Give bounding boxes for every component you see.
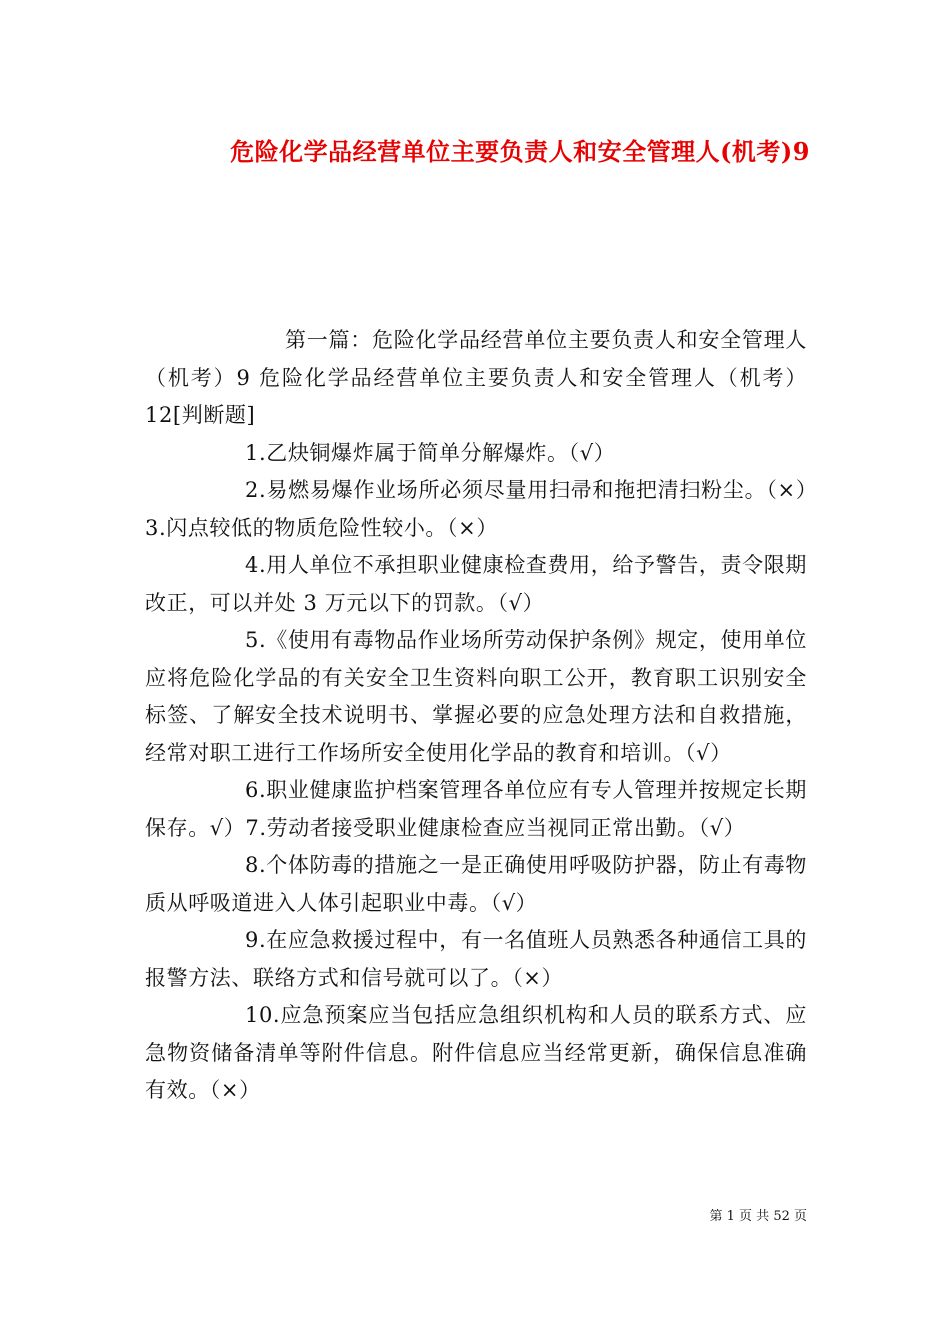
question-1: 1.乙炔铜爆炸属于简单分解爆炸。（√） xyxy=(245,440,616,465)
intro-paragraph: 第一篇：危险化学品经营单位主要负责人和安全管理人（机考）9 危险化学品经营单位主要负责人和安全管理人（机考）12[判断题] xyxy=(145,328,807,427)
question-10: 10.应急预案应当包括应急组织机构和人员的联系方式、应急物资储备清单等附件信息。附件信息应当经常更新，确保信息准确有效。（×） xyxy=(145,1003,807,1102)
question-9: 9.在应急救援过程中，有一名值班人员熟悉各种通信工具的报警方法、联络方式和信号就可以了。（×） xyxy=(145,928,807,990)
document-title: 危险化学品经营单位主要负责人和安全管理人(机考)9 xyxy=(230,137,810,166)
document-body xyxy=(145,322,807,1110)
question-4: 4.用人单位不承担职业健康检查费用，给予警告，责令限期改正，可以并处 3 万元以下的罚款。（√） xyxy=(145,553,807,615)
question-6-7: 6.职业健康监护档案管理各单位应有专人管理并按规定长期保存。√）7.劳动者接受职业健康检查应当视同正常出勤。（√） xyxy=(145,778,807,840)
question-2-3: 2.易燃易爆作业场所必须尽量用扫帚和拖把清扫粉尘。（×）3.闪点较低的物质危险性较小。（×） xyxy=(145,478,807,540)
question-8: 8.个体防毒的措施之一是正确使用呼吸防护器，防止有毒物质从呼吸道进入人体引起职业中毒。（√） xyxy=(145,853,807,915)
question-5: 5.《使用有毒物品作业场所劳动保护条例》规定，使用单位应将危险化学品的有关安全卫生资料向职工公开，教育职工识别安全标签、了解安全技术说明书、掌握必要的应急处理方法和自救措施，经常对职工进行工作场所安全使用化学品的教育和培训。（√） xyxy=(145,628,807,765)
page-number: 第 1 页 共 52 页 xyxy=(709,1209,807,1224)
